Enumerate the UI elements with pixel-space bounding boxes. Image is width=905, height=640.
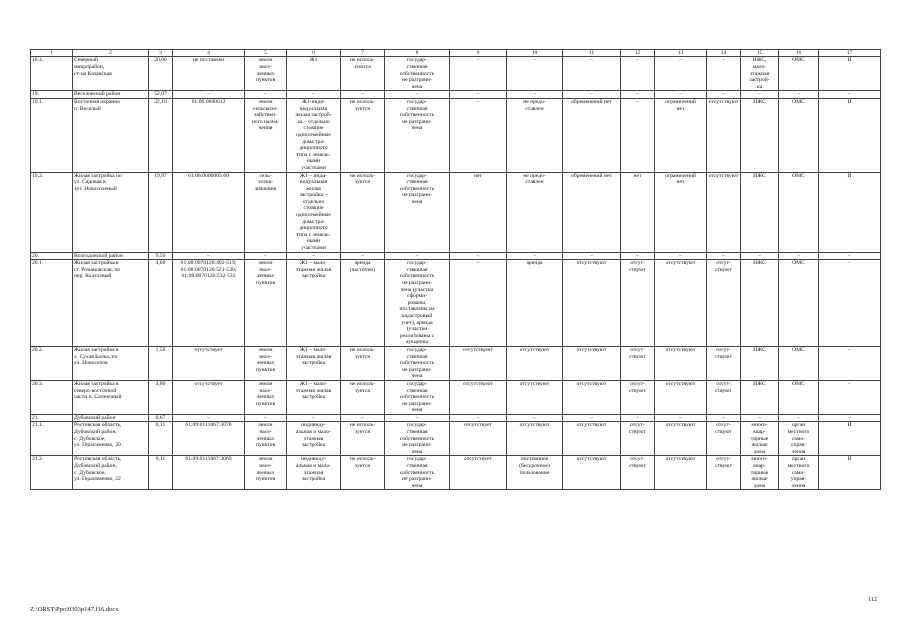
table-cell: – [287,252,341,260]
table-cell: отсутствуют [655,260,707,347]
table-cell: 19,97 [149,172,173,252]
column-number: 13 [655,50,707,57]
table-cell: государ- ственная собственность не разграни- чена [385,380,450,414]
column-number: 9 [450,50,507,57]
table-cell: 21. [31,414,73,422]
table-cell: 20.2. [31,346,73,380]
table-cell: земли насе- ленных пунктов [245,346,287,380]
table-cell: земли насе- ленных пунктов [245,57,287,91]
table-cell: – [819,260,881,347]
table-cell: Жилая застройка по ул. Садовая в хут. Новосоленый [73,172,149,252]
table-cell: 52,07 [149,91,173,99]
table-cell: ИЖС [741,172,779,252]
table-cell: – [287,91,341,99]
table-cell: ограничений нет [655,172,707,252]
table-cell: Ж1 – мало- этажная жилая застройка [287,346,341,380]
table-cell: – [385,91,450,99]
page-number: 112 [868,597,877,603]
table-cell: государ- ственная собственность не разграни- чена [385,98,450,172]
table-cell: Веселовский район [73,91,149,99]
table-cell: отсутствуют [655,380,707,414]
table-cell: отсут- ствуют [707,456,741,490]
table-cell: отсутствуют [563,422,621,456]
table-cell: отсут- ствуют [621,380,655,414]
table-cell: отсутствуют [563,260,621,347]
table-cell: отсут- ствуют [707,422,741,456]
table-body [31,50,881,490]
table-cell: ОМС [779,380,819,414]
table-cell: – [450,91,507,99]
table-row [31,456,881,490]
table-cell: Восточная окраина п. Веселый [73,98,149,172]
table-cell: не предо- ставлен [507,172,563,252]
table-cell: государ- ственная собственность не разграни- чена (участки сформи- рованы, поставлены на кадастровый учет), аренда (участки реализованы с аукциона [385,260,450,347]
table-cell: И [819,57,881,91]
column-number: 2 [73,50,149,57]
table-cell: 61:06:0600012 [173,98,245,172]
column-numbers-row [31,50,881,57]
table-cell: индивиду- альная и мало- этажная застройка [287,422,341,456]
table-cell: – [655,252,707,260]
table-cell: отсутствуют [655,456,707,490]
table-cell: – [341,252,385,260]
table-cell: Жилая застройка в северо-восточной части п. Солнечный [73,380,149,414]
table-cell: – [741,252,779,260]
table-row [31,346,881,380]
column-number: 16 [779,50,819,57]
table-cell: отсутствует [450,422,507,456]
table-cell: земли сельскохо- зяйствен- ного назна- чения [245,98,287,172]
table-cell: отсут- ствуют [707,346,741,380]
table-cell: Ростовская область, Дубовский район, с. Дубовское, ул. Герасименко, 20 [73,422,149,456]
table-cell: 0,11 [149,456,173,490]
table-cell: – [621,414,655,422]
table-cell: 0,67 [149,414,173,422]
table-cell: – [621,98,655,172]
table-cell: отсутствует [450,456,507,490]
table-cell: земли насе- ленных пунктов [245,380,287,414]
table-cell: орган местного само- управ- ления [779,422,819,456]
table-cell: не исполь- зуется [341,172,385,252]
table-cell: – [707,252,741,260]
table-cell: отсутствует [173,380,245,414]
table-cell: отсутствуют [563,456,621,490]
table-cell: государ- ственная собственность не разграни- чена [385,456,450,490]
table-cell: обременений нет [563,172,621,252]
section-row [31,252,881,260]
column-number: 5 [245,50,287,57]
table-cell: не исполь- зуется [341,380,385,414]
table-cell: сель- хозна- значения [245,172,287,252]
table-cell: – [779,414,819,422]
table-row [31,98,881,172]
table-cell: государ- ственная собственность не разграни- чена [385,346,450,380]
table-cell: – [655,57,707,91]
table-cell: И [819,172,881,252]
table-cell: ИЖС [741,346,779,380]
column-number: 8 [385,50,450,57]
table-cell: – [507,414,563,422]
table-cell: – [450,252,507,260]
table-cell: не исполь- зуется [341,346,385,380]
table-row [31,380,881,414]
table-cell: – [507,252,563,260]
table-cell: ОМС [779,172,819,252]
table-cell: – [741,414,779,422]
table-cell: Ж1 [287,57,341,91]
table-cell: много- квар- тирные жилые дома [741,422,779,456]
column-number: 4 [173,50,245,57]
table-cell: ИЖС [741,98,779,172]
column-number: 14 [707,50,741,57]
table-cell: – [173,252,245,260]
table-cell: ИЖС, мало- этажная застрой- ка [741,57,779,91]
table-cell: – [450,98,507,172]
table-cell: индивиду- альная и мало- этажная застройка [287,456,341,490]
table-row [31,422,881,456]
table-cell: ОМС [779,57,819,91]
table-cell: – [507,91,563,99]
table-cell: государ- ственная собственность не разграни- чена [385,57,450,91]
column-number: 17 [819,50,881,57]
table-cell: – [779,252,819,260]
table-cell: 21.2. [31,456,73,490]
table-cell: – [707,91,741,99]
table-cell: – [707,414,741,422]
table-cell: Ж1 – мало- этажная жилая застройка [287,260,341,347]
table-cell: отсут- ствуют [621,422,655,456]
table-cell: Жилая застройка в х. Сухая Балка, по ул. Новоселов [73,346,149,380]
table-cell: 20.3. [31,380,73,414]
table-cell: 19. [31,91,73,99]
table-cell: обременений нет [563,98,621,172]
table-cell: – [450,57,507,91]
table-cell: 18.4. [31,57,73,91]
table-cell: земли насе- ленных пунктов [245,260,287,347]
table-cell: Ростовская область, Дубовский район, с. Дубовское, ул. Герасименко, 22 [73,456,149,490]
table-cell: не исполь- зуется [341,98,385,172]
table-cell: – [245,91,287,99]
table-cell: аренда (частично) [341,260,385,347]
table-cell: 9,50 [149,252,173,260]
table-cell: – [450,260,507,347]
column-number: 3 [149,50,173,57]
column-number: 6 [287,50,341,57]
table-cell: И [819,422,881,456]
table-cell: – [563,252,621,260]
table-cell: – [741,91,779,99]
table-cell: 61:08:0070126:492-519; 61:08:0070126:521-530; 61:08:0070126:532-533 [173,260,245,347]
table-cell: отсут- ствуют [707,260,741,347]
table-cell: – [245,414,287,422]
table-cell: государ- ственная собственность не разграни- чена [385,422,450,456]
section-row [31,91,881,99]
table-cell: не исполь- зуются [341,57,385,91]
section-row [31,414,881,422]
table-cell: – [621,57,655,91]
table-cell: ОМС [779,260,819,347]
footer-file-path: Z:\ORST\Ppo\0303p147.f16.docx [30,606,119,613]
table-cell: – [563,91,621,99]
table-cell: постоянное (бессрочное) пользование [507,456,563,490]
table-cell: отсутствуют [655,346,707,380]
table-cell: ОМС [779,98,819,172]
table-cell: отсутствуют [507,422,563,456]
table-cell: отсутствуют [450,380,507,414]
table-cell: нет [450,172,507,252]
table-cell: аренда [507,260,563,347]
table-cell: 61:09:0111067:3070 [173,422,245,456]
table-cell: 4,00 [149,380,173,414]
table-row [31,172,881,252]
table-cell: – [385,414,450,422]
table-cell: Волгодонской район [73,252,149,260]
table-cell: ИЖС [741,260,779,347]
table-cell: отсутствуют [450,346,507,380]
table-cell: 4,00 [149,260,173,347]
table-cell: государ- ственная собственность не разграни- чена [385,172,450,252]
table-cell: отсутствуют [563,380,621,414]
table-cell: 21.1. [31,422,73,456]
table-cell: – [563,414,621,422]
table-cell: не исполь- зуется [341,422,385,456]
table-cell: 1,50 [149,346,173,380]
table-cell: Жилая застройка в ст. Романовская, по пер. Колхозный [73,260,149,347]
table-cell: отсутствуют [563,346,621,380]
table-cell: отсутствуют [507,346,563,380]
table-cell: не предо- ставлен [507,98,563,172]
table-cell: не исполь- зуется [341,456,385,490]
column-number: 1 [31,50,73,57]
table-cell: орган местного само- управ- ления [779,456,819,490]
table-cell: ИЖС [741,380,779,414]
table-cell: земли насе- ленных пунктов [245,422,287,456]
table-cell: отсутствуют [507,380,563,414]
table-cell: 61:09:0111067:3069 [173,456,245,490]
table-cell: – [819,252,881,260]
table-cell: – [173,414,245,422]
table-cell: 20.1. [31,260,73,347]
table-cell: – [507,57,563,91]
table-cell: нет [621,172,655,252]
table-cell: – [341,414,385,422]
table-cell: – [655,414,707,422]
table-cell: – [385,252,450,260]
column-number: 11 [563,50,621,57]
table-cell: отсут- ствуют [621,456,655,490]
column-number: 10 [507,50,563,57]
table-cell: отсутствует [173,346,245,380]
table-cell: – [779,91,819,99]
table-cell: земли насе- ленных пунктов [245,456,287,490]
table-cell: – [819,414,881,422]
table-cell: – [621,252,655,260]
table-cell: Ж1-инди- видуальная жилая застрой- ка – отдельно стоящие односемейные дома тра- диционного типа с земель- ными участками [287,98,341,172]
table-cell: И [819,98,881,172]
table-cell: – [341,91,385,99]
table-cell: – [819,380,881,414]
table-cell: ограничений нет [655,98,707,172]
table-cell: отсутствуют [655,422,707,456]
table-cell: 20. [31,252,73,260]
land-plots-table [30,49,881,490]
column-number: 15 [741,50,779,57]
table-cell: Дубовский район [73,414,149,422]
table-cell: – [245,252,287,260]
table-cell: 61:06:0600005:60 [173,172,245,252]
table-cell: – [707,57,741,91]
table-cell: – [655,91,707,99]
table-cell: отсут- ствуют [707,380,741,414]
table-cell: 32,10 [149,98,173,172]
table-cell: Северный микрорайон, ст-ца Казанская [73,57,149,91]
table-cell: 19.1. [31,98,73,172]
table-cell: Ж1 – мало- этажная жилая застройка [287,380,341,414]
table-cell: 19.2. [31,172,73,252]
table-cell: – [563,57,621,91]
document-body [30,49,880,490]
table-cell: отсутствуют [707,98,741,172]
table-cell: 20,00 [149,57,173,91]
table-cell: 0,11 [149,422,173,456]
table-cell: – [819,91,881,99]
table-row [31,57,881,91]
column-number: 12 [621,50,655,57]
table-cell: – [450,414,507,422]
table-cell: – [819,346,881,380]
table-cell: ОМС [779,346,819,380]
table-row [31,260,881,347]
column-number: 7 [341,50,385,57]
table-cell: И [819,456,881,490]
table-cell: много- квар- тирные жилые дома [741,456,779,490]
table-cell: отсут- ствуют [621,346,655,380]
table-cell: – [287,414,341,422]
table-cell: не поставлен [173,57,245,91]
table-cell: отсут- ствуют [621,260,655,347]
table-cell: Ж1 – инди- видуальная жилая застройка – отдельно стоящие односемейные дома тра- диционного типа с земель- ными участками [287,172,341,252]
table-cell: – [173,91,245,99]
table-cell: – [621,91,655,99]
table-cell: отсутствуют [707,172,741,252]
